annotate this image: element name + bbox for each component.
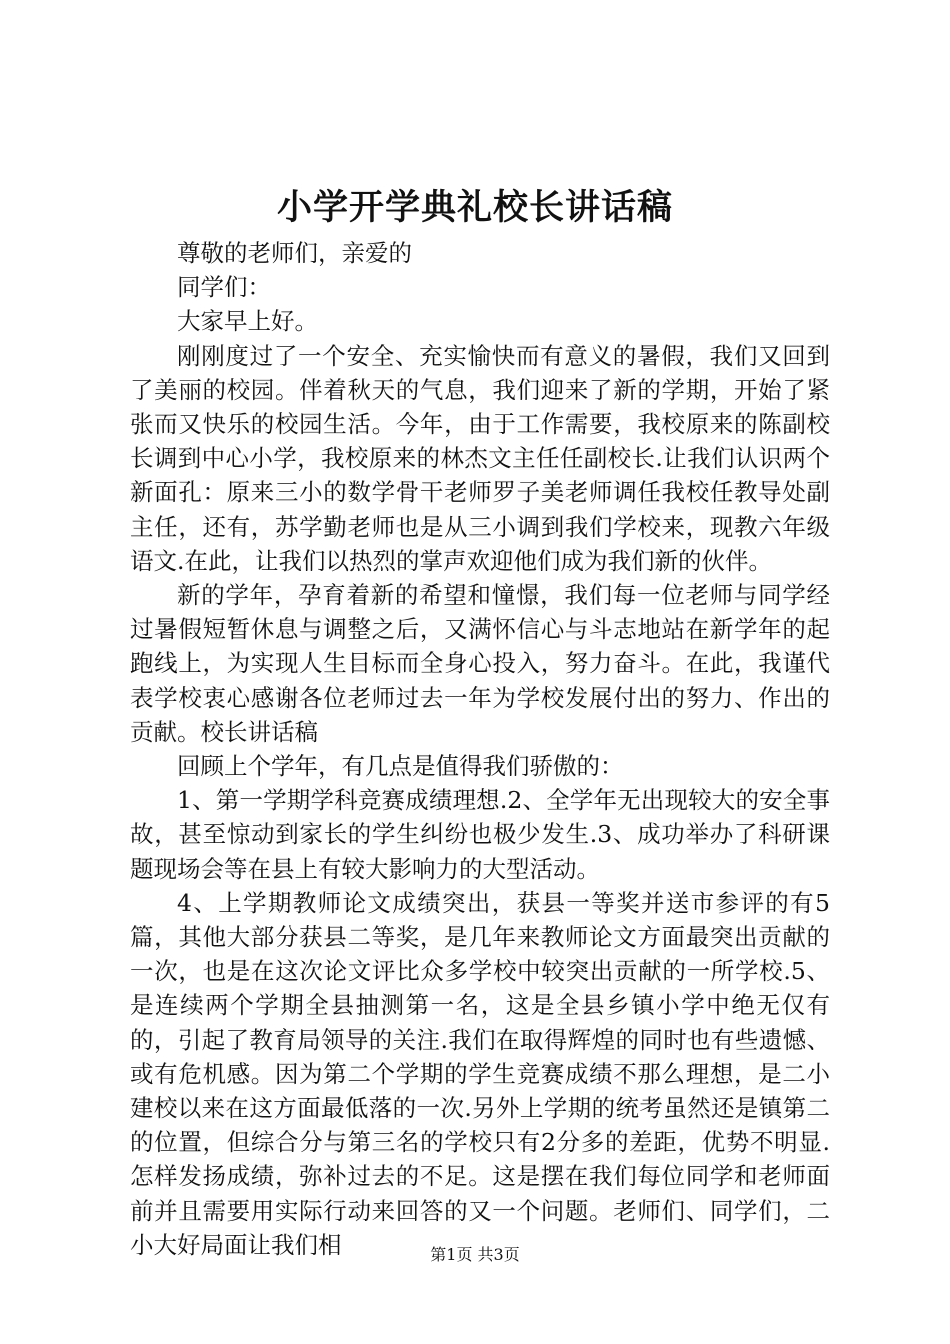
salutation-line-2: 同学们： — [177, 273, 271, 302]
document-body — [130, 236, 830, 1262]
salutation-line-1: 尊敬的老师们，亲爱的 — [177, 239, 412, 267]
page-number-footer: 第1页 共3页 — [430, 1245, 520, 1264]
paragraph: 4、上学期教师论文成绩突出，获县一等奖并送市参评的有5篇，其他大部分获县二等奖，是几年来教师论文方面最突出贡献的一次，也是在这次论文评比众多学校中较突出贡献的一所学校.5、是连续两个学期全县抽测第一名，这是全县乡镇小学中绝无仅有的，引起了教育局领导的关注.我们在取得辉煌的同时也有些遗憾、或有危机感。因为第二个学期的学生竞赛成绩不那么理想，是二小建校以来在这方面最低落的一次.另外上学期的统考虽然还是镇第二的位置，但综合分与第三名的学校只有2分多的差距，优势不明显.怎样发扬成绩，弥补过去的不足。这是摆在我们每位同学和老师面前并且需要用实际行动来回答的又一个问题。老师们、同学们，二小大好局面让我们相 — [130, 888, 830, 1259]
greeting: 大家早上好。 — [177, 307, 318, 336]
paragraph: 回顾上个学年，有几点是值得我们骄傲的： — [177, 752, 624, 781]
paragraph: 1、第一学期学科竞赛成绩理想.2、全学年无出现较大的安全事故，甚至惊动到家长的学生纠纷也极少发生.3、成功举办了科研课题现场会等在县上有较大影响力的大型活动。 — [130, 786, 830, 883]
document-title: 小学开学典礼校长讲话稿 — [276, 187, 673, 228]
paragraph: 刚刚度过了一个安全、充实愉快而有意义的暑假，我们又回到了美丽的校园。伴着秋天的气息，我们迎来了新的学期，开始了紧张而又快乐的校园生活。今年，由于工作需要，我校原来的陈副校长调到中心小学，我校原来的林杰文主任任副校长.让我们认识两个新面孔：原来三小的数学骨干老师罗子美老师调任我校任教导处副主任，还有，苏学勤老师也是从三小调到我们学校来，现教六年级语文.在此，让我们以热烈的掌声欢迎他们成为我们新的伙伴。 — [130, 341, 830, 575]
paragraph: 新的学年，孕育着新的希望和憧憬，我们每一位老师与同学经过暑假短暂休息与调整之后，又满怀信心与斗志地站在新学年的起跑线上，为实现人生目标而全身心投入，努力奋斗。在此，我谨代表学校衷心感谢各位老师过去一年为学校发展付出的努力、作出的贡献。校长讲话稿 — [130, 581, 830, 746]
